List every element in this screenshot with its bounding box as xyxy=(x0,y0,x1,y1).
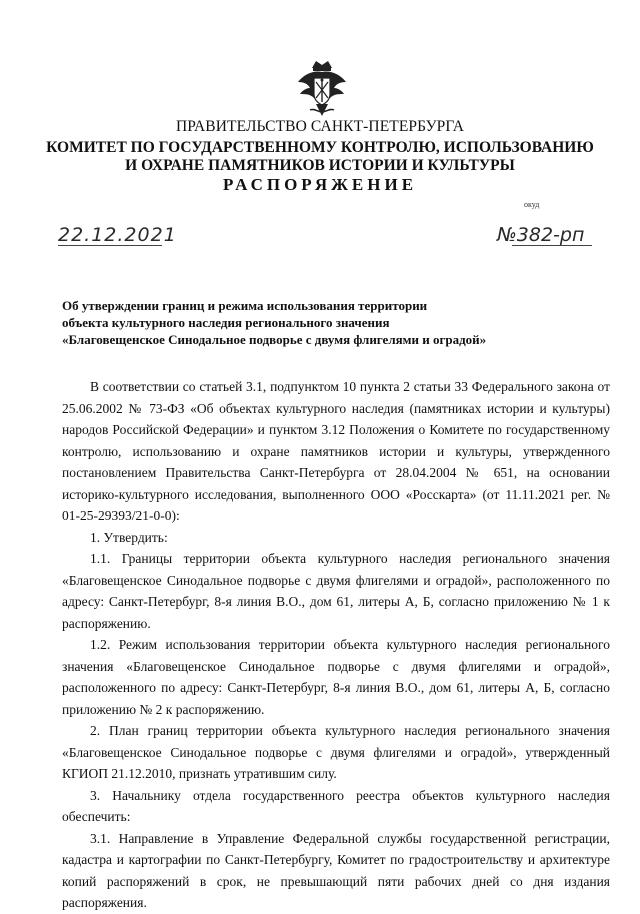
clause-1: 1. Утвердить: xyxy=(90,529,168,545)
clause-2: 2. План границ территории объекта культурного наследия регионального значения «Благовещенское Синодальное подворье с двумя флигелями и оградой», утвержденный КГИОП 21.12.2010, признать утратившим силу. xyxy=(62,723,610,781)
government-name: ПРАВИТЕЛЬСТВО САНКТ-ПЕТЕРБУРГА xyxy=(175,118,465,135)
committee-name-line2: И ОХРАНЕ ПАМЯТНИКОВ ИСТОРИИ И КУЛЬТУРЫ xyxy=(125,157,515,174)
document-date: 22.12.2021 xyxy=(58,224,177,246)
document-title xyxy=(62,297,562,348)
preamble-paragraph: В соответствии со статьей 3.1, подпунктом 10 пункта 2 статьи 33 Федерального закона от 25.06.2002 № 73-ФЗ «Об объектах культурного наследия (памятниках истории и культуры) народов Российской Федерации» и пунктом 3.12 Положения о Комитете по государственному контролю, использованию и охране памятников истории и культуры, утвержденного постановлением Правительства Санкт-Петербурга от 28.04.2004 № 651, на основании историко-культурного исследования, выполненного ООО «Росскарта» (от 11.11.2021 рег. № 01-25-29393/21-0-0): xyxy=(62,379,610,523)
clause-3: 3. Начальнику отдела государственного реестра объектов культурного наследия обеспечить: xyxy=(62,787,610,824)
date-underline xyxy=(58,245,162,246)
clause-1-1: 1.1. Границы территории объекта культурного наследия регионального значения «Благовещенское Синодальное подворье с двумя флигелями и оградой», расположенного по адресу: Санкт-Петербург, 8-я линия В.О., дом 61, литеры А, Б, согласно приложению № 1 к распоряжению. xyxy=(62,551,610,631)
clause-1-2: 1.2. Режим использования территории объекта культурного наследия регионального значения «Благовещенское Синодальное подворье с двумя флигелями и оградой», расположенного по адресу: Санкт-Петербург, 8-я линия В.О., дом 61, литеры А, Б, согласно приложению № 2 к распоряжению. xyxy=(62,637,610,717)
document-type: РАСПОРЯЖЕНИЕ xyxy=(222,175,418,194)
number-underline xyxy=(512,245,592,246)
document-body xyxy=(62,376,610,914)
title-line1: Об утверждении границ и режима использования территории xyxy=(62,298,428,313)
document-number: №382-рп xyxy=(497,224,585,246)
clause-3-1: 3.1. Направление в Управление Федеральной службы государственной регистрации, кадастра и картографии по Санкт-Петербургу, Комитет по градостроительству и архитектуре копий распоряжений в срок, не превышающий пяти рабочих дней со дня издания распоряжения. xyxy=(62,830,610,910)
title-line2: объекта культурного наследия регионального значения xyxy=(62,315,390,330)
okud-label: окуд xyxy=(524,200,540,209)
title-line3: «Благовещенское Синодальное подворье с двумя флигелями и оградой» xyxy=(62,332,487,347)
coat-of-arms-emblem xyxy=(296,58,348,120)
committee-name-line1: КОМИТЕТ ПО ГОСУДАРСТВЕННОМУ КОНТРОЛЮ, ИСПОЛЬЗОВАНИЮ xyxy=(46,139,594,156)
